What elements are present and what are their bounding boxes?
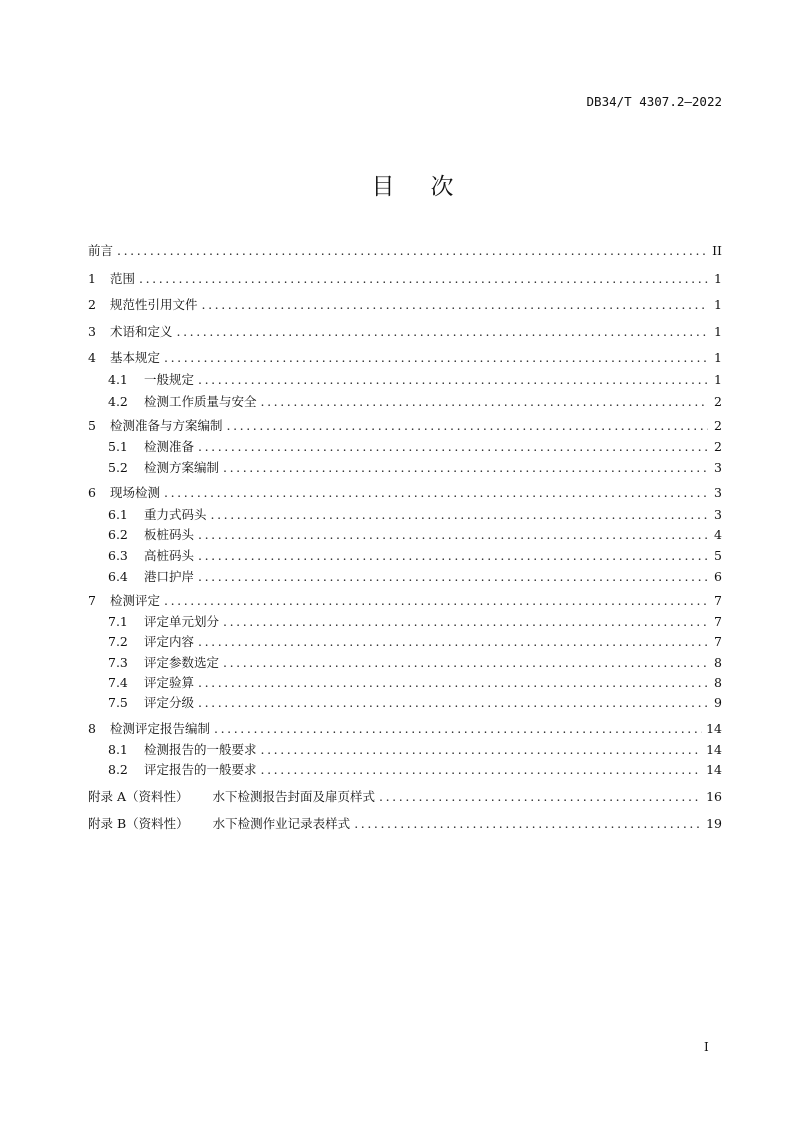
- toc-entry-label: 一般规定: [144, 372, 195, 387]
- toc-entry-label: 评定内容: [144, 634, 195, 649]
- toc-entry-page: 4: [714, 527, 722, 542]
- toc-entry-number: 6: [88, 485, 96, 500]
- title-char: 次: [430, 174, 454, 200]
- toc-entry-number: 7.3: [108, 655, 128, 670]
- toc-entry-label: 水下检测报告封面及扉页样式: [212, 789, 376, 804]
- dot-leader: [214, 721, 702, 737]
- toc-entry[interactable]: [88, 816, 722, 832]
- toc-entry-number: 6.4: [108, 569, 128, 584]
- page-title: [0, 168, 800, 201]
- toc-entry-page: 8: [714, 675, 722, 690]
- toc-entry[interactable]: [88, 721, 722, 737]
- toc-entry[interactable]: [88, 418, 722, 434]
- standard-code: DB34/T 4307.2—2022: [586, 94, 722, 109]
- toc-entry-label: 板桩码头: [144, 527, 195, 542]
- dot-leader: [198, 634, 708, 650]
- toc-entry-label: 术语和定义: [110, 324, 173, 339]
- toc-entry-page: II: [712, 243, 722, 258]
- toc-entry-number: 附录 A（资料性）: [88, 789, 189, 804]
- toc-entry-label: 检测报告的一般要求: [144, 742, 257, 757]
- toc-entry[interactable]: [108, 655, 722, 671]
- dot-leader: [198, 372, 708, 388]
- toc-entry[interactable]: [88, 593, 722, 609]
- toc-entry-page: 1: [714, 271, 722, 286]
- dot-leader: [139, 271, 708, 287]
- toc-entry-label: 检测评定: [110, 593, 161, 608]
- dot-leader: [211, 507, 708, 523]
- toc-entry-label: 评定分级: [144, 695, 195, 710]
- toc-entry-number: 4.1: [108, 372, 128, 387]
- dot-leader: [198, 695, 708, 711]
- toc-entry[interactable]: [108, 762, 722, 778]
- toc-entry-label: 检测方案编制: [144, 460, 220, 475]
- toc-entry-label: 规范性引用文件: [110, 297, 198, 312]
- toc-entry[interactable]: [108, 614, 722, 630]
- toc-entry-page: 16: [706, 789, 722, 804]
- toc-entry-number: 8: [88, 721, 96, 736]
- toc-entry[interactable]: [108, 634, 722, 650]
- toc-entry-number: 7.2: [108, 634, 128, 649]
- dot-leader: [202, 297, 708, 313]
- toc-entry-page: 14: [706, 762, 722, 777]
- title-char: 目: [371, 174, 395, 200]
- toc-entry-label: 前言: [88, 243, 114, 258]
- dot-leader: [177, 324, 708, 340]
- dot-leader: [354, 816, 702, 832]
- toc-entry-label: 检测准备与方案编制: [110, 418, 223, 433]
- toc-entry[interactable]: [108, 527, 722, 543]
- toc-entry-label: 范围: [110, 271, 136, 286]
- toc-entry[interactable]: [88, 271, 722, 287]
- toc-entry-number: 7.1: [108, 614, 128, 629]
- toc-entry-page: 1: [714, 324, 722, 339]
- toc-entry[interactable]: [108, 439, 722, 455]
- toc-entry-page: 5: [714, 548, 722, 563]
- toc-entry-number: 附录 B（资料性）: [88, 816, 189, 831]
- toc-entry-label: 检测评定报告编制: [110, 721, 211, 736]
- dot-leader: [117, 243, 708, 259]
- toc-entry-label: 评定单元划分: [144, 614, 220, 629]
- toc-entry-page: 1: [714, 350, 722, 365]
- toc-entry-page: 3: [714, 507, 722, 522]
- toc-entry-page: 7: [714, 593, 722, 608]
- dot-leader: [198, 675, 708, 691]
- toc-entry-page: 9: [714, 695, 722, 710]
- toc-entry[interactable]: [88, 243, 722, 259]
- dot-leader: [261, 394, 708, 410]
- dot-leader: [223, 460, 708, 476]
- toc-entry-number: 4: [88, 350, 96, 365]
- toc-entry-number: 6.1: [108, 507, 128, 522]
- toc-entry-number: 7.4: [108, 675, 128, 690]
- toc-entry-label: 港口护岸: [144, 569, 195, 584]
- page-number: I: [704, 1040, 709, 1054]
- dot-leader: [227, 418, 708, 434]
- toc-entry-page: 2: [714, 439, 722, 454]
- toc-entry[interactable]: [108, 548, 722, 564]
- toc-entry-page: 14: [706, 742, 722, 757]
- dot-leader: [223, 655, 708, 671]
- toc-entry-number: 6.3: [108, 548, 128, 563]
- toc-entry[interactable]: [88, 485, 722, 501]
- toc-entry-label: 现场检测: [110, 485, 161, 500]
- toc-entry[interactable]: [108, 394, 722, 410]
- toc-entry-number: 1: [88, 271, 96, 286]
- dot-leader: [164, 593, 708, 609]
- toc-entry-label: 水下检测作业记录表样式: [212, 816, 351, 831]
- toc-entry[interactable]: [108, 695, 722, 711]
- toc-entry[interactable]: [108, 569, 722, 585]
- toc-entry-number: 4.2: [108, 394, 128, 409]
- toc-entry-label: 评定参数选定: [144, 655, 220, 670]
- toc-entry[interactable]: [88, 297, 722, 313]
- toc-entry-page: 6: [714, 569, 722, 584]
- toc-entry[interactable]: [108, 675, 722, 691]
- dot-leader: [379, 789, 702, 805]
- toc-entry[interactable]: [108, 742, 722, 758]
- toc-entry-page: 8: [714, 655, 722, 670]
- toc-entry-page: 19: [706, 816, 722, 831]
- toc-entry-label: 检测工作质量与安全: [144, 394, 257, 409]
- toc-entry-number: 5.2: [108, 460, 128, 475]
- toc-entry-number: 7.5: [108, 695, 128, 710]
- toc-entry-number: 5.1: [108, 439, 128, 454]
- toc-entry[interactable]: [108, 372, 722, 388]
- toc-entry-number: 7: [88, 593, 96, 608]
- dot-leader: [164, 485, 708, 501]
- toc-entry-number: 3: [88, 324, 96, 339]
- toc-entry-page: 1: [714, 372, 722, 387]
- toc-entry-number: 8.1: [108, 742, 128, 757]
- dot-leader: [198, 548, 708, 564]
- dot-leader: [198, 439, 708, 455]
- toc-entry-label: 重力式码头: [144, 507, 207, 522]
- toc-entry-page: 1: [714, 297, 722, 312]
- toc-entry[interactable]: [88, 324, 722, 340]
- toc-entry-label: 基本规定: [110, 350, 161, 365]
- toc-entry[interactable]: [108, 460, 722, 476]
- toc-entry-page: 3: [714, 485, 722, 500]
- toc-entry-label: 评定报告的一般要求: [144, 762, 257, 777]
- toc-entry-page: 7: [714, 614, 722, 629]
- toc-entry-number: 5: [88, 418, 96, 433]
- toc-entry[interactable]: [88, 350, 722, 366]
- toc-entry-label: 检测准备: [144, 439, 195, 454]
- toc-entry-number: 2: [88, 297, 96, 312]
- dot-leader: [261, 742, 703, 758]
- dot-leader: [261, 762, 703, 778]
- toc-entry-label: 高桩码头: [144, 548, 195, 563]
- toc-entry-page: 3: [714, 460, 722, 475]
- dot-leader: [198, 527, 708, 543]
- toc-entry-number: 8.2: [108, 762, 128, 777]
- dot-leader: [164, 350, 708, 366]
- toc-entry[interactable]: [108, 507, 722, 523]
- toc-entry[interactable]: [88, 789, 722, 805]
- toc-entry-page: 2: [714, 418, 722, 433]
- toc-entry-page: 14: [706, 721, 722, 736]
- toc-entry-label: 评定验算: [144, 675, 195, 690]
- dot-leader: [223, 614, 708, 630]
- toc-entry-number: 6.2: [108, 527, 128, 542]
- toc-entry-page: 2: [714, 394, 722, 409]
- dot-leader: [198, 569, 708, 585]
- toc-entry-page: 7: [714, 634, 722, 649]
